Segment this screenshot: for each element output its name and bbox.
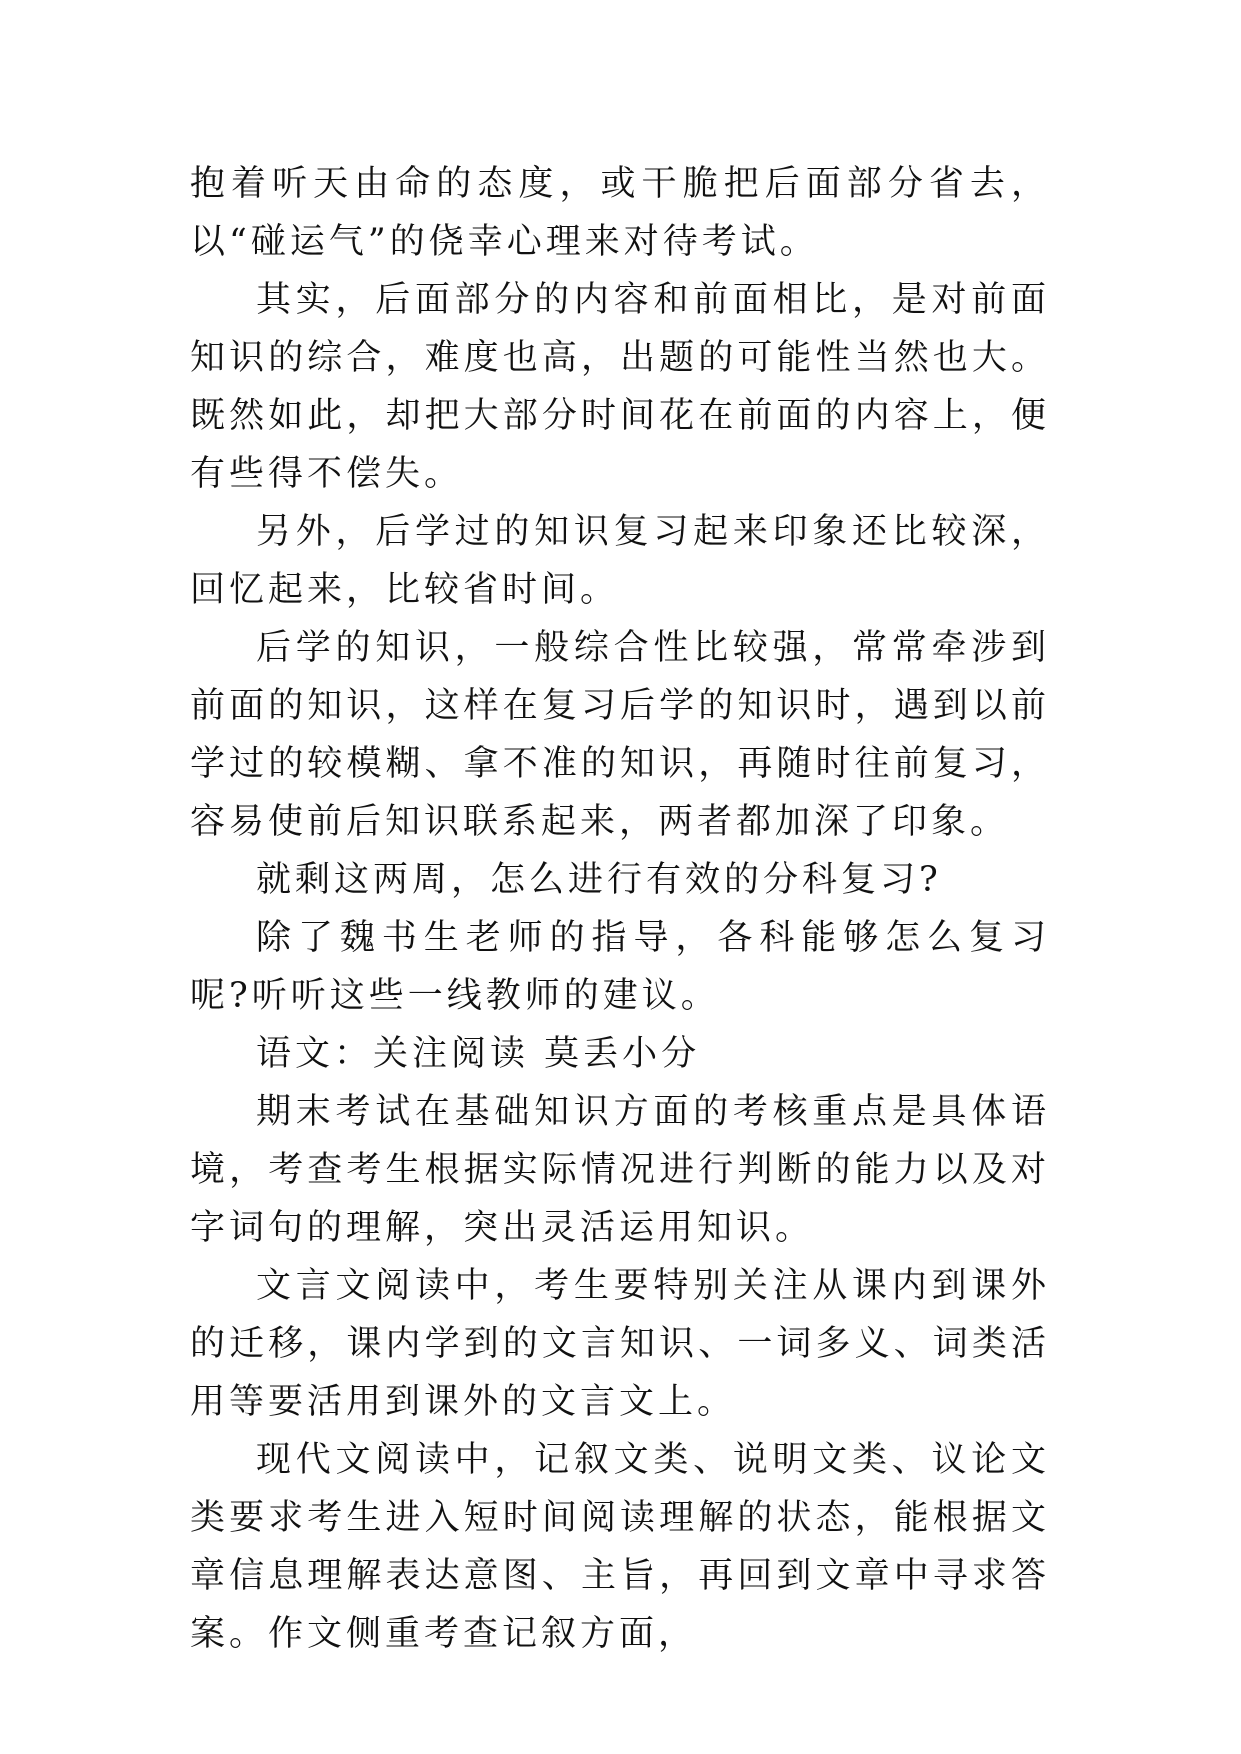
paragraph-2: 其实，后面部分的内容和前面相比，是对前面知识的综合，难度也高，出题的可能性当然也大。既然如此，却把大部分时间花在前面的内容上，便有些得不偿失。 bbox=[190, 280, 1050, 494]
paragraph-4: 后学的知识，一般综合性比较强，常常牵涉到前面的知识，这样在复习后学的知识时，遇到以前学过的较模糊、拿不准的知识，再随时往前复习，容易使前后知识联系起来，两者都加深了印象。 bbox=[190, 628, 1050, 842]
paragraph-10: 现代文阅读中，记叙文类、说明文类、议论文类要求考生进入短时间阅读理解的状态，能根据文章信息理解表达意图、主旨，再回到文章中寻求答案。作文侧重考查记叙方面， bbox=[190, 1440, 1050, 1654]
document-body bbox=[190, 155, 1050, 1663]
paragraph-1: 抱着听天由命的态度，或干脆把后面部分省去，以“碰运气”的侥幸心理来对待考试。 bbox=[190, 164, 1050, 262]
section-heading-chinese: 语文：关注阅读 莫丢小分 bbox=[256, 1034, 701, 1074]
paragraph-3: 另外，后学过的知识复习起来印象还比较深，回忆起来，比较省时间。 bbox=[190, 512, 1050, 610]
paragraph-5: 就剩这两周，怎么进行有效的分科复习? bbox=[256, 860, 942, 900]
paragraph-8: 期末考试在基础知识方面的考核重点是具体语境，考查考生根据实际情况进行判断的能力以及对字词句的理解，突出灵活运用知识。 bbox=[190, 1092, 1050, 1248]
paragraph-6: 除了魏书生老师的指导，各科能够怎么复习呢?听听这些一线教师的建议。 bbox=[190, 918, 1050, 1016]
paragraph-9: 文言文阅读中，考生要特别关注从课内到课外的迁移，课内学到的文言知识、一词多义、词类活用等要活用到课外的文言文上。 bbox=[190, 1266, 1050, 1422]
